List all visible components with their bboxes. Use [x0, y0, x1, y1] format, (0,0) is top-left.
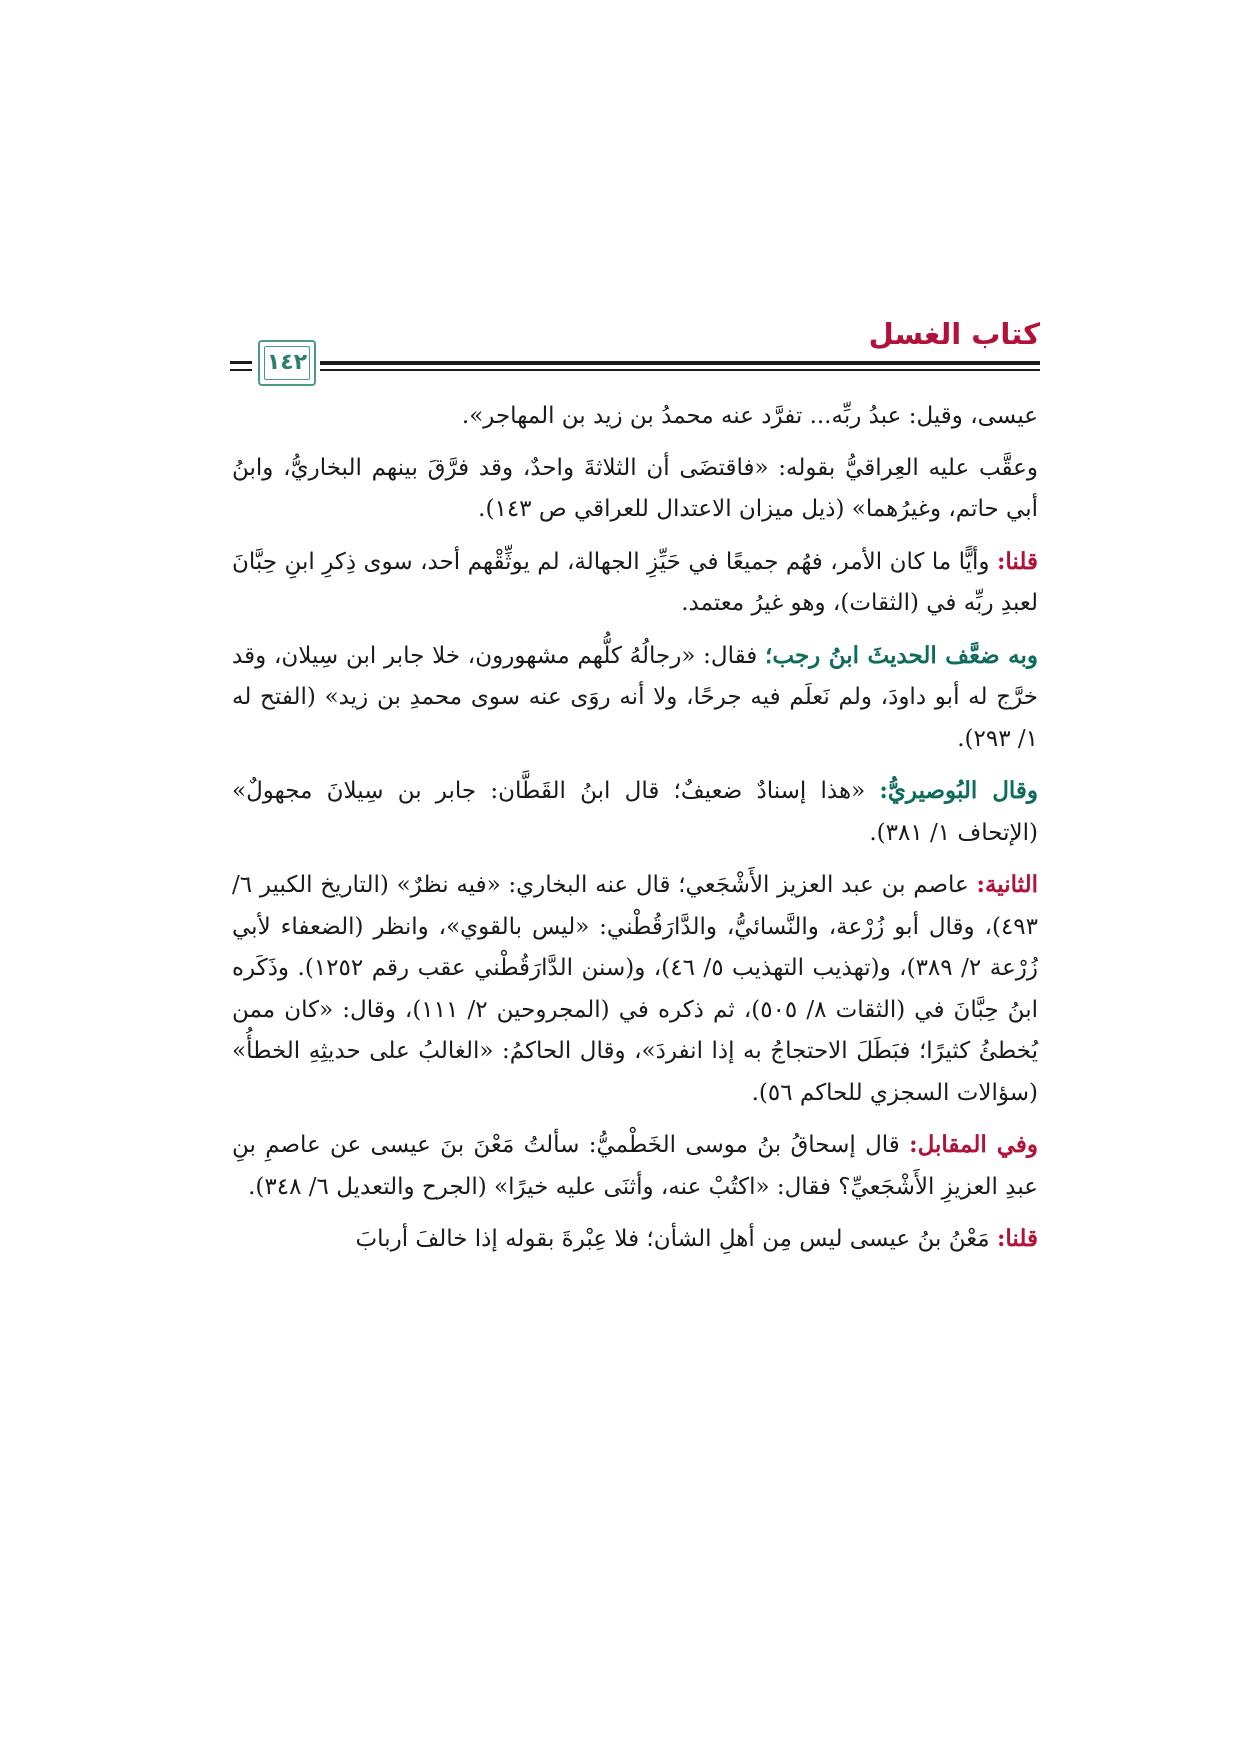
paragraph-2 [232, 448, 1038, 531]
paragraph-4-lead: وبه ضعَّف الحديثَ ابنُ رجب؛ [765, 641, 1038, 669]
paragraph-5-text: «هذا إسنادٌ ضعيفٌ؛ قال ابنُ القَطَّان: جابر بن سِيلانَ مجهولٌ» (الإتحاف ١/ ٣٨١). [232, 778, 1038, 846]
header-rule-thick [320, 361, 1040, 365]
paragraph-3-lead: قلنا: [996, 547, 1038, 575]
paragraph-3-text: وأيًّا ما كان الأمر، فهُم جميعًا في حَيِّزِ الجهالة، لم يوثِّقْهم أحد، سوى ذِكرِ ابنِ حِبَّانَ لعبدِ ربِّه في (الثقات)، وهو غيرُ معتمد. [232, 548, 1038, 616]
paragraph-7 [232, 1124, 1038, 1208]
header-rule-left-thick [230, 361, 252, 364]
paragraph-7-lead: وفي المقابل: [909, 1131, 1038, 1158]
paragraph-3 [232, 541, 1038, 625]
page-number: ١٤٢ [266, 350, 308, 375]
paragraph-8-text: مَعْنُ بنُ عيسى ليس مِن أهلِ الشأن؛ فلا عِبْرةَ بقوله إذا خالفَ أربابَ [355, 1226, 997, 1252]
header-rule-left-thin [230, 369, 252, 371]
paragraph-7-text: قال إسحاقُ بنُ موسى الخَطْميُّ: سألتُ مَعْنَ بنَ عيسى عن عاصمِ بنِ عبدِ العزيزِ الأَشْجَعيِّ؟ فقال: «اكتُبْ عنه، وأثنَى عليه خيرًا» (الجرح والتعديل ٦/ ٣٤٨). [232, 1132, 1038, 1200]
book-title: كتاب الغسل [868, 317, 1040, 351]
page-body [232, 396, 1038, 1271]
header-rule-thin [320, 369, 1040, 371]
page-number-badge [258, 340, 316, 386]
paragraph-6 [232, 864, 1038, 1114]
paragraph-8 [232, 1218, 1038, 1261]
paragraph-8-lead: قلنا: [996, 1225, 1038, 1252]
paragraph-2-text: وعقَّب عليه العِراقيُّ بقوله: «فاقتضَى أن الثلاثةَ واحدٌ، وقد فرَّقَ بينهم البخاريُّ، وابنُ أبي حاتم، وغيرُهما» (ذيل ميزان الاعتدال للعراقي ص ١٤٣). [232, 454, 1038, 522]
paragraph-5 [232, 770, 1038, 854]
paragraph-1 [232, 396, 1038, 438]
paragraph-4 [232, 635, 1038, 761]
paragraph-6-text: عاصم بن عبد العزيز الأَشْجَعي؛ قال عنه البخاري: «فيه نظرٌ» (التاريخ الكبير ٦/ ٤٩٣)، وقال أبو زُرْعة، والنَّسائيُّ، والدَّارَقُطْني: «ليس بالقوي»، وانظر (الضعفاء لأبي زُرْعة ٢/ ٣٨٩)، و(تهذيب التهذيب ٥/ ٤٦)، و(سنن الدَّارَقُطْني عقب رقم ١٢٥٢). وذَكَره ابنُ حِبَّانَ في (الثقات ٨/ ٥٠٥)، ثم ذكره في (المجروحين ٢/ ١١١)، وقال: «كان ممن يُخطئُ كثيرًا؛ فبَطَلَ الاحتجاجُ به إذا انفردَ»، وقال الحاكمُ: «الغالبُ على حديثِهِ الخطأُ» (سؤالات السجزي للحاكم ٥٦). [232, 872, 1039, 1106]
paragraph-4-text: فقال: «رجالُهُ كلُّهم مشهورون، خلا جابر ابن سِيلان، وقد خرَّج له أبو داودَ، ولم نَعلَم فيه جرحًا، ولا أنه روَى عنه سوى محمدِ بن زيد» (الفتح له ١/ ٢٩٣). [232, 642, 1038, 752]
page-header [230, 310, 1040, 390]
paragraph-5-lead: وقال البُوصيريُّ: [879, 777, 1039, 804]
paragraph-6-lead: الثانية: [976, 871, 1038, 898]
paragraph-1-text: عيسى، وقيل: عبدُ ربِّه... تفرَّد عنه محمدُ بن زيد بن المهاجر». [461, 403, 1038, 429]
